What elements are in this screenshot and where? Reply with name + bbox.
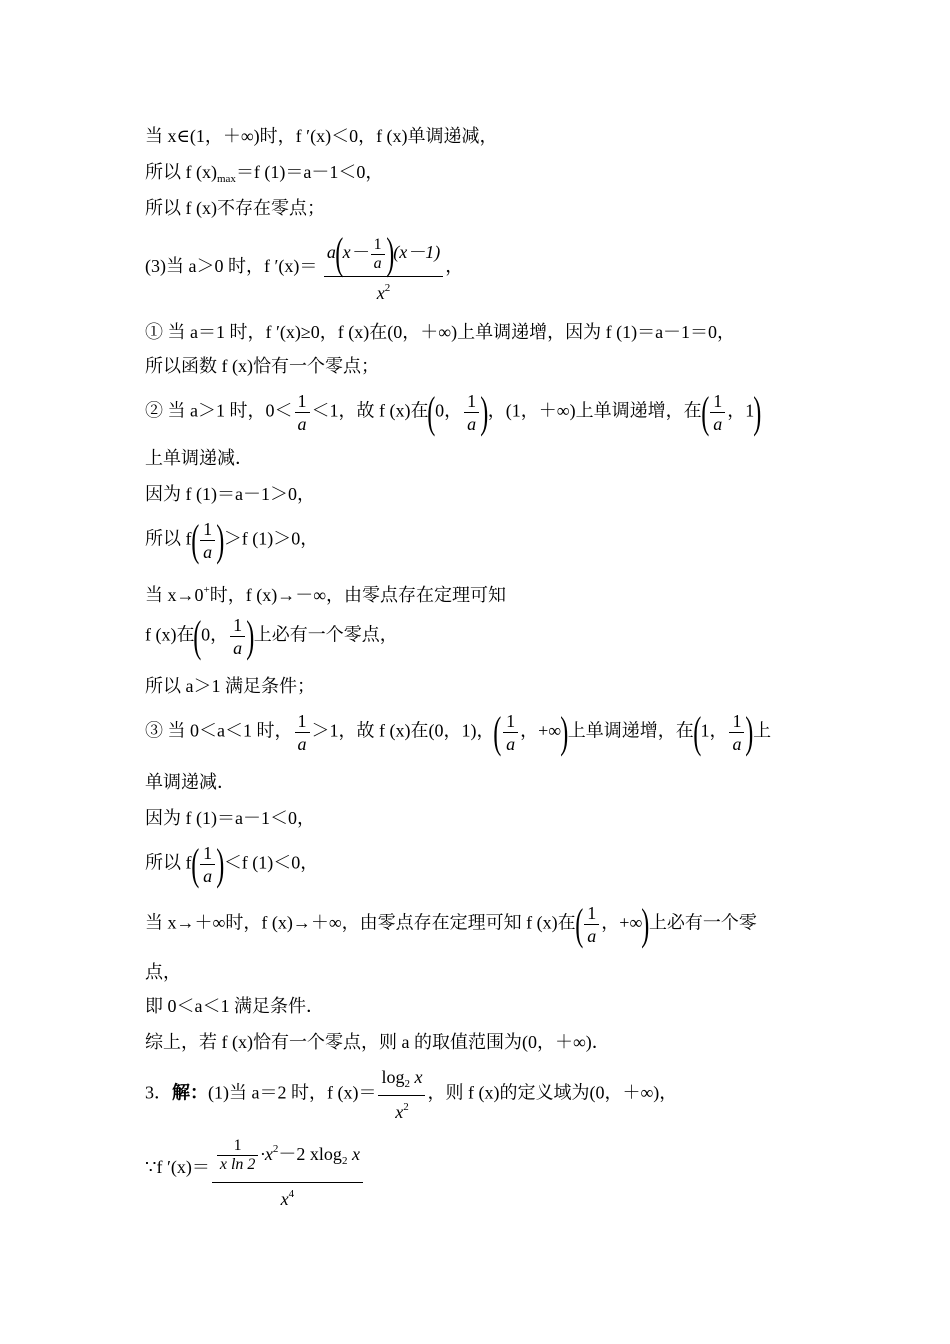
text-segment: 时，f (x)→－∞，由零点存在定理可知 bbox=[209, 585, 507, 605]
paren: ) bbox=[641, 899, 650, 949]
text-segment: 上 bbox=[753, 720, 772, 741]
text-segment: ，(1，＋∞)上单调递增，在 bbox=[487, 400, 702, 421]
subscript: max bbox=[216, 173, 236, 185]
text-line: 即 0＜a＜1 满足条件． bbox=[145, 996, 324, 1016]
text-line bbox=[145, 1128, 365, 1210]
text-segment: ③ 当 0＜a＜1 时， bbox=[145, 720, 293, 741]
text-line bbox=[145, 899, 757, 949]
text-line bbox=[145, 839, 319, 889]
text-segment: 所以 f bbox=[145, 528, 192, 549]
paren: ) bbox=[246, 611, 255, 661]
log-fraction: $\frac{\log_2 x}{x^2}$ bbox=[378, 1066, 425, 1123]
text-line: 当 x∈(1，＋∞)时，f ′(x)＜0，f (x)单调递减， bbox=[145, 126, 498, 146]
paren: ) bbox=[745, 707, 754, 757]
paren: ( bbox=[427, 387, 436, 437]
fraction: $\frac{1}{a}$ bbox=[710, 390, 725, 435]
text-segment: (3)当 a＞0 时，f ′(x)＝ bbox=[145, 256, 318, 277]
fraction: $\frac{1}{a}$ bbox=[584, 902, 599, 947]
text-segment: x bbox=[376, 283, 385, 303]
fraction: $\frac{1}{a}$ bbox=[230, 614, 245, 659]
text-segment: ∵f ′(x)＝ bbox=[145, 1157, 210, 1178]
text-segment: ，则 f (x)的定义域为(0，＋∞)， bbox=[427, 1082, 678, 1103]
text-segment: 0， bbox=[201, 624, 229, 645]
text-segment: ＞1，故 f (x)在(0，1)， bbox=[311, 720, 495, 741]
fraction: $\frac{1}{a}$ bbox=[295, 710, 310, 755]
text-segment: ，+∞ bbox=[601, 912, 643, 933]
paren: ) bbox=[753, 387, 762, 437]
text-segment: 1， bbox=[700, 720, 728, 741]
subscript: 2 bbox=[341, 1155, 348, 1167]
text-segment: ，+∞ bbox=[520, 720, 562, 741]
text-segment: 当 x→＋∞时，f (x)→＋∞，由零点存在定理可知 f (x)在 bbox=[145, 912, 576, 933]
fraction: $\frac{1}{a}$ bbox=[200, 518, 215, 563]
text-segment: 上单调递增，在 bbox=[567, 720, 694, 741]
text-line: 点， bbox=[145, 962, 181, 982]
text-line: 所以 f (x)不存在零点； bbox=[145, 198, 325, 218]
text-segment: ＝f (1)＝a－1＜0， bbox=[235, 162, 384, 182]
fraction: $\frac{1}{a}$ bbox=[729, 710, 744, 755]
text-segment: (1)当 a＝2 时，f (x)＝ bbox=[208, 1082, 377, 1103]
text-segment: －2 xlog bbox=[278, 1144, 342, 1164]
text-line bbox=[145, 515, 319, 565]
text-segment: 当 x→0 bbox=[145, 585, 204, 605]
text-segment: 所以 f bbox=[145, 852, 192, 873]
text-line bbox=[145, 611, 398, 661]
solution-label: 解： bbox=[172, 1082, 208, 1103]
fraction: $\frac{1}{a}$ bbox=[464, 390, 479, 435]
paren: ) bbox=[560, 707, 569, 757]
text-segment: ＜1，故 f (x)在 bbox=[311, 400, 429, 421]
text-line bbox=[145, 229, 464, 304]
text-segment: ＜f (1)＜0， bbox=[223, 852, 319, 873]
paren: ( bbox=[190, 515, 199, 565]
fraction: $\frac{1}{a}$ bbox=[295, 390, 310, 435]
text-line bbox=[145, 578, 506, 607]
text-line: 因为 f (1)＝a－1＞0， bbox=[145, 484, 315, 504]
inner-fraction: $\frac{1}{\text{x ln 2}}$ bbox=[217, 1137, 259, 1174]
text-segment: 0， bbox=[435, 400, 463, 421]
text-segment: ·x bbox=[260, 1144, 273, 1164]
text-line bbox=[145, 707, 772, 757]
text-segment: f (x)在 bbox=[145, 624, 195, 645]
text-segment: 上必有一个零 bbox=[648, 912, 757, 933]
paren: ( bbox=[190, 839, 199, 889]
text-line bbox=[145, 1066, 677, 1123]
paren: ) bbox=[216, 839, 225, 889]
paren: ( bbox=[700, 387, 709, 437]
text-segment: ② 当 a＞1 时，0＜ bbox=[145, 400, 293, 421]
text-segment: 上必有一个零点， bbox=[253, 624, 398, 645]
derivative-fraction bbox=[324, 229, 443, 304]
text-line bbox=[145, 160, 383, 191]
paren: ) bbox=[216, 515, 225, 565]
paren: ( bbox=[335, 229, 344, 278]
text-line bbox=[145, 387, 762, 437]
text-line: ① 当 a＝1 时，f ′(x)≥0，f (x)在(0，＋∞)上单调递增，因为 f (1)＝a－1＝0， bbox=[145, 322, 736, 342]
text-segment: x－ bbox=[342, 242, 369, 263]
fraction: $\frac{1}{a}$ bbox=[503, 710, 518, 755]
text-segment: ， bbox=[445, 256, 464, 277]
text-segment: (x－1) bbox=[393, 242, 441, 263]
text-line: 所以 a＞1 满足条件； bbox=[145, 676, 315, 696]
superscript: + bbox=[203, 584, 210, 596]
text-segment: 所以 f (x) bbox=[145, 162, 217, 182]
text-line: 所以函数 f (x)恰有一个零点； bbox=[145, 356, 379, 376]
text-line: 上单调递减． bbox=[145, 448, 253, 468]
paren: ) bbox=[480, 387, 489, 437]
text-segment: a bbox=[326, 242, 336, 263]
text-segment: ＞f (1)＞0， bbox=[223, 528, 319, 549]
derivative-fraction: $\frac{1}{\text{x ln 2}}$ $\cdot x^2-2$ xlog$_2$ x $x^4$ bbox=[212, 1128, 363, 1210]
question-number: 3． bbox=[145, 1082, 172, 1103]
superscript: 2 bbox=[272, 1143, 279, 1155]
text-line: 因为 f (1)＝a－1＜0， bbox=[145, 808, 315, 828]
text-line: 综上，若 f (x)恰有一个零点，则 a 的取值范围为(0，＋∞)． bbox=[145, 1032, 610, 1052]
superscript: 2 bbox=[384, 282, 391, 294]
paren: ( bbox=[574, 899, 583, 949]
text-segment: ，1 bbox=[727, 400, 755, 421]
inner-fraction: $\frac{1}{a}$ bbox=[371, 236, 385, 273]
text-line: 单调递减． bbox=[145, 772, 235, 792]
paren: ( bbox=[193, 611, 202, 661]
paren: ( bbox=[493, 707, 502, 757]
paren: ) bbox=[385, 229, 394, 278]
text-segment: x bbox=[347, 1144, 360, 1164]
fraction: $\frac{1}{a}$ bbox=[200, 842, 215, 887]
paren: ( bbox=[693, 707, 702, 757]
